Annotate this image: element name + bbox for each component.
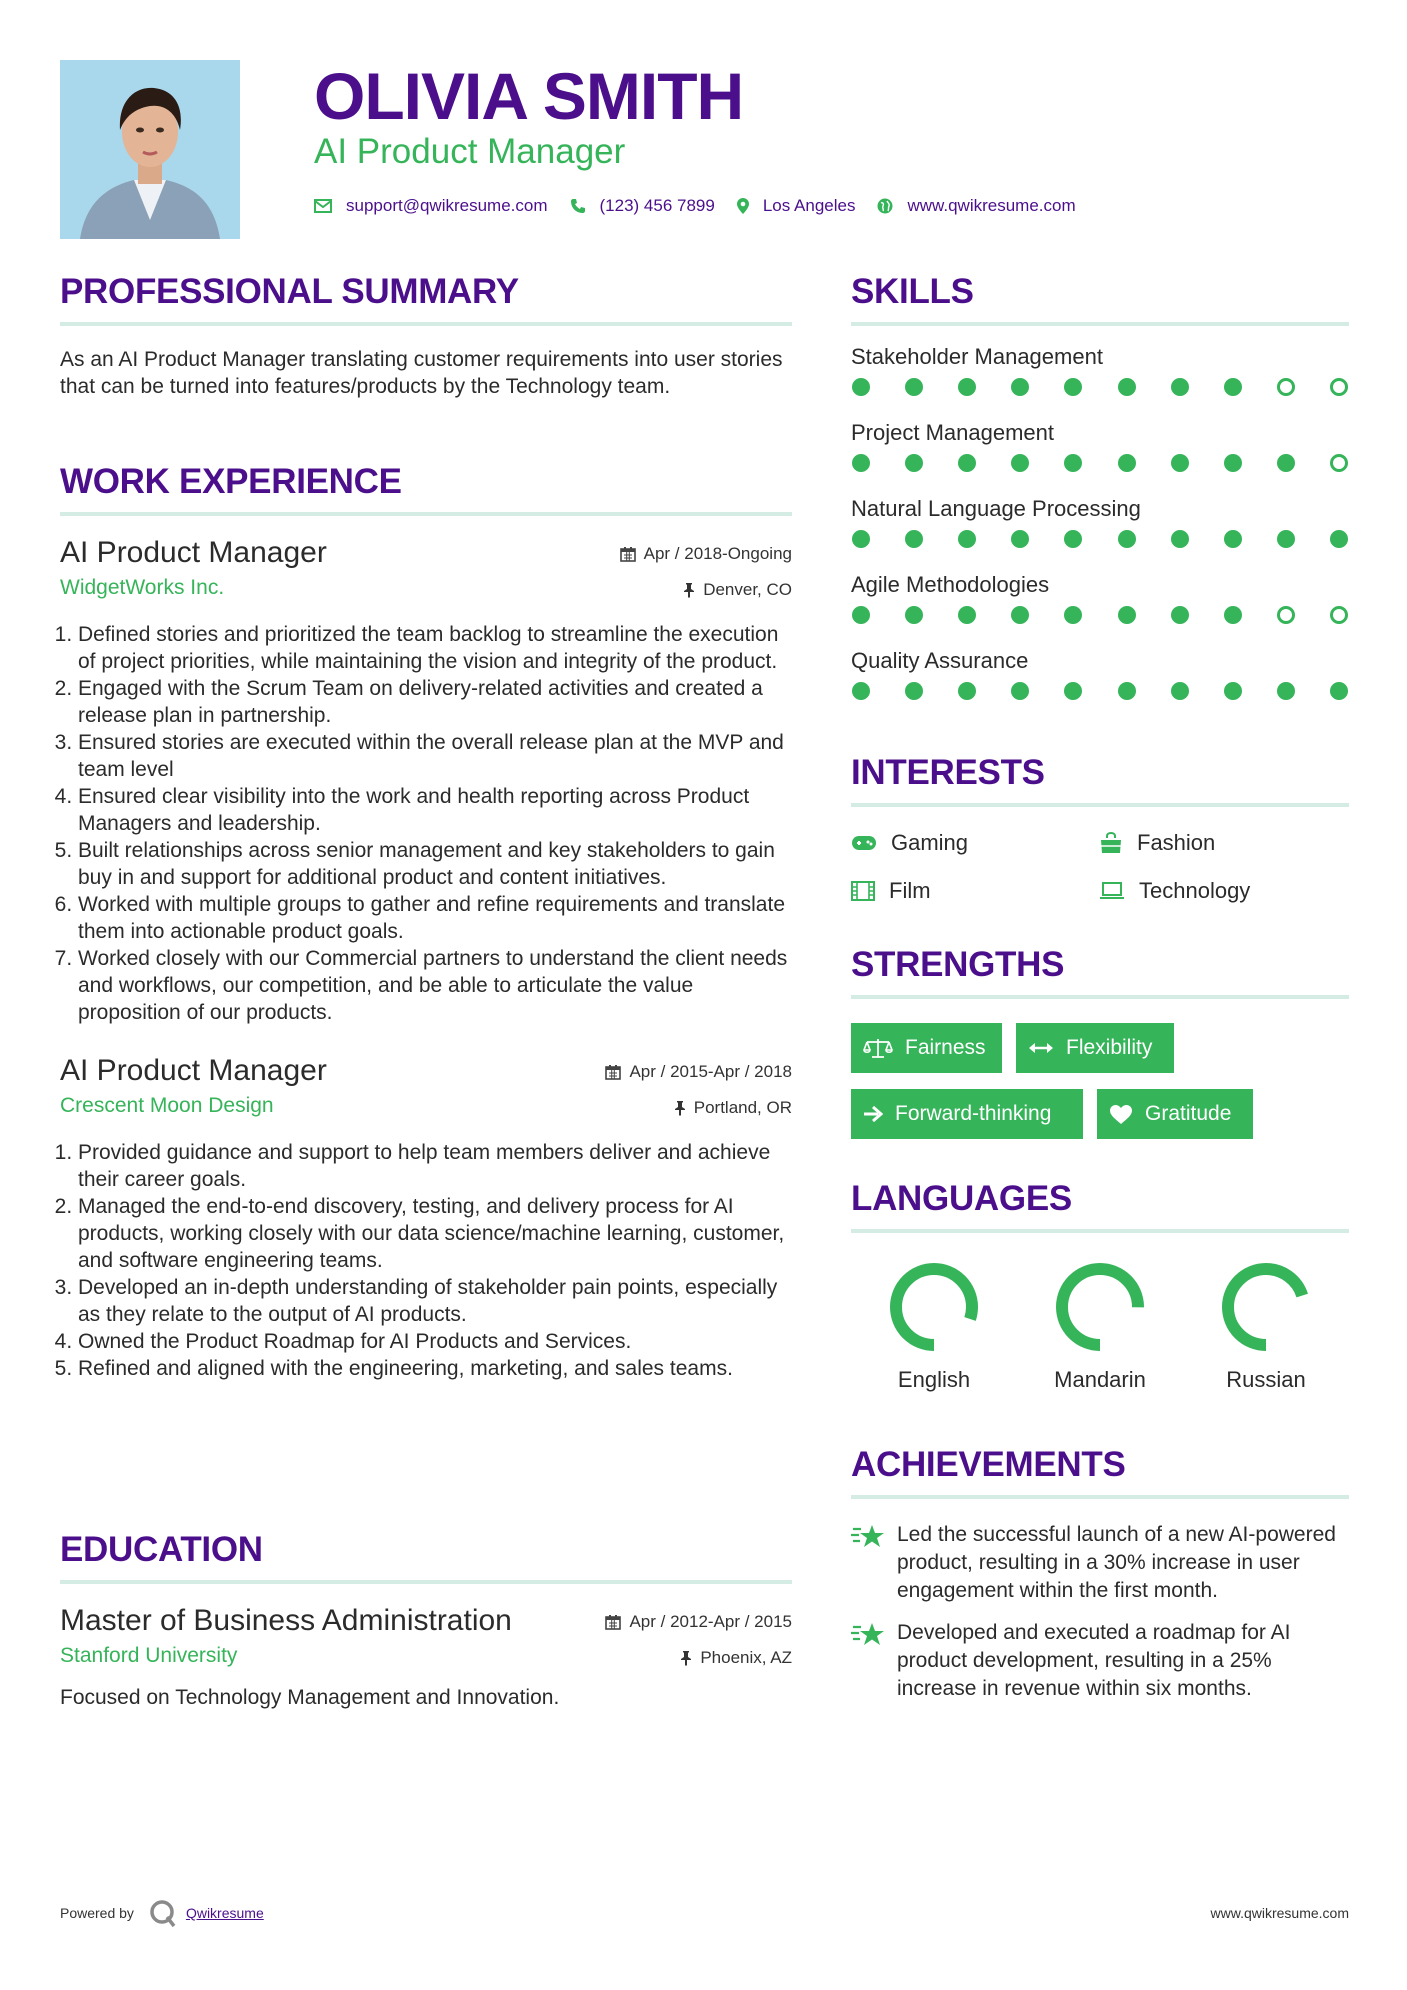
rating-dot-filled (1118, 378, 1136, 396)
rating-dot-filled (852, 454, 870, 472)
interest-item (1099, 877, 1349, 905)
job-location (674, 1098, 792, 1118)
summary-text: As an AI Product Manager translating customer requirements into user stories that can be turned into features/products by the Technology team. (60, 348, 783, 398)
job-company: WidgetWorks Inc. (60, 576, 225, 599)
skill-rating (851, 372, 1349, 418)
rating-dot-filled (958, 682, 976, 700)
rating-dot-filled (1064, 606, 1082, 624)
list-item: 7. Worked closely with our Commercial partners to understand the client needs and workflows, our competition, and be able to articulate the value proposition of our products. (78, 945, 792, 1026)
job-date-text: Apr / 2015-Apr / 2018 (629, 1062, 792, 1081)
education-location-text: Phoenix, AZ (700, 1648, 792, 1667)
rating-dot-filled (1171, 454, 1189, 472)
achievement-item (851, 1521, 1349, 1605)
rating-dot-filled (1064, 530, 1082, 548)
job-header (60, 536, 792, 614)
contact-email[interactable] (314, 196, 548, 216)
rating-dot-filled (1277, 530, 1295, 548)
email-text: support@qwikresume.com (346, 196, 548, 215)
laptop-icon (1099, 882, 1125, 900)
strength-label: Gratitude (1145, 1102, 1232, 1125)
map-marker-icon (737, 198, 749, 214)
footer-powered-by (60, 1898, 264, 1928)
contact-bar (314, 193, 1098, 219)
progress-arc (1062, 1269, 1138, 1345)
pushpin-icon (683, 582, 695, 598)
rating-dot-filled (1064, 682, 1082, 700)
list-item: 4. Owned the Product Roadmap for AI Products and Services. (78, 1328, 792, 1355)
rating-dot-filled (1064, 454, 1082, 472)
rating-dot-filled (1171, 606, 1189, 624)
star-award-icon (851, 1621, 885, 1647)
interests-grid (851, 829, 1349, 905)
language-name: English (897, 1367, 971, 1392)
arrows-horizontal-icon (1028, 1042, 1054, 1054)
rating-dot-filled (1171, 378, 1189, 396)
rating-dot-filled (1118, 682, 1136, 700)
skill-item (851, 418, 1349, 494)
job-title: AI Product Manager (60, 1054, 327, 1087)
gamepad-icon (851, 835, 877, 851)
rating-dot-filled (1064, 378, 1082, 396)
rating-dot-filled (905, 454, 923, 472)
skill-name: Stakeholder Management (851, 344, 1103, 369)
job-date (620, 544, 792, 564)
rating-dot-empty (1277, 606, 1295, 624)
progress-arc (1228, 1269, 1304, 1345)
skill-rating (851, 676, 1349, 722)
job-bullets (60, 1139, 792, 1382)
list-item: 1. Defined stories and prioritized the team backlog to streamline the execution of project priorities, while maintaining the vision and integrity of the product. (78, 621, 792, 675)
rating-dot-filled (1224, 606, 1242, 624)
language-name: Mandarin (1054, 1367, 1146, 1392)
pushpin-icon (674, 1100, 686, 1116)
rating-dot-filled (1011, 530, 1029, 548)
skill-name: Agile Methodologies (851, 572, 1050, 597)
achievements-section (851, 1445, 1349, 1703)
rating-dot-filled (1118, 606, 1136, 624)
rating-dot-filled (852, 378, 870, 396)
calendar-icon (620, 546, 636, 562)
school-name: Stanford University (60, 1644, 238, 1667)
skills-heading: SKILLS (851, 272, 1349, 326)
list-item: 4. Ensured clear visibility into the work and health reporting across Product Managers and leadership. (78, 783, 792, 837)
brand-link[interactable]: Qwikresume (185, 1905, 264, 1921)
rating-dot-filled (1011, 454, 1029, 472)
balance-scale-icon (863, 1037, 893, 1059)
qwikresume-logo-icon (148, 1898, 178, 1928)
rating-dot-filled (1118, 530, 1136, 548)
language-name: Russian (1226, 1367, 1306, 1392)
language-progress-ring (886, 1259, 982, 1355)
list-item: 5. Built relationships across senior management and key stakeholders to gain buy in and support for additional product and content initiatives. (78, 837, 792, 891)
skill-item (851, 342, 1349, 418)
languages-heading: LANGUAGES (851, 1179, 1349, 1233)
education-date (605, 1612, 792, 1632)
skills-section (851, 272, 1349, 722)
languages-list (851, 1259, 1349, 1393)
interests-heading: INTERESTS (851, 753, 1349, 807)
summary-heading: PROFESSIONAL SUMMARY (60, 272, 792, 326)
job-title: AI Product Manager (60, 536, 327, 569)
strength-label: Forward-thinking (895, 1102, 1052, 1125)
languages-section (851, 1179, 1349, 1393)
education-entry (60, 1604, 792, 1711)
globe-icon (877, 198, 893, 214)
rating-dot-filled (905, 378, 923, 396)
rating-dot-filled (1118, 454, 1136, 472)
achievements-heading: ACHIEVEMENTS (851, 1445, 1349, 1499)
job-location-text: Denver, CO (703, 580, 792, 599)
job-entry (60, 1054, 792, 1382)
job-date-text: Apr / 2018-Ongoing (643, 544, 792, 563)
rating-dot-filled (958, 606, 976, 624)
education-date-text: Apr / 2012-Apr / 2015 (629, 1612, 792, 1631)
list-item: 3. Ensured stories are executed within the overall release plan at the MVP and team level (78, 729, 792, 783)
list-item: 6. Worked with multiple groups to gather and refine requirements and translate them into actionable product goals. (78, 891, 792, 945)
interest-label: Fashion (1137, 830, 1216, 855)
education-location (680, 1648, 792, 1668)
pushpin-icon (680, 1650, 692, 1666)
rating-dot-filled (852, 682, 870, 700)
language-progress-ring (1052, 1259, 1148, 1355)
job-entry (60, 536, 792, 1026)
education-description: Focused on Technology Management and Innovation. (60, 1686, 560, 1709)
degree-title: Master of Business Administration (60, 1604, 512, 1637)
rating-dot-filled (1224, 682, 1242, 700)
skills-list (851, 342, 1349, 722)
skill-name: Natural Language Processing (851, 496, 1141, 521)
achievement-text: Led the successful launch of a new AI-powered product, resulting in a 30% increase in user engagement within the first month. (897, 1523, 1336, 1602)
skill-rating (851, 600, 1349, 646)
rating-dot-filled (1330, 682, 1348, 700)
rating-dot-filled (1171, 530, 1189, 548)
job-date (605, 1062, 792, 1082)
location-text: Los Angeles (762, 196, 856, 215)
rating-dot-filled (852, 606, 870, 624)
strengths-list (851, 1023, 1349, 1139)
rating-dot-filled (1224, 454, 1242, 472)
arrow-right-icon (863, 1105, 883, 1123)
language-progress-ring (1218, 1259, 1314, 1355)
list-item: 2. Engaged with the Scrum Team on delivery-related activities and created a release plan in partnership. (78, 675, 792, 729)
candidate-title: AI Product Manager (314, 132, 626, 171)
skill-name: Project Management (851, 420, 1054, 445)
work-section (60, 462, 792, 1382)
contact-location (737, 196, 856, 216)
rating-dot-filled (1224, 530, 1242, 548)
film-icon (851, 881, 875, 901)
rating-dot-filled (852, 530, 870, 548)
work-heading: WORK EXPERIENCE (60, 462, 792, 516)
rating-dot-filled (1224, 378, 1242, 396)
rating-dot-filled (1171, 682, 1189, 700)
shopping-bag-icon (1099, 832, 1123, 854)
list-item: 5. Refined and aligned with the engineering, marketing, and sales teams. (78, 1355, 792, 1382)
list-item: 1. Provided guidance and support to help team members deliver and achieve their career goals. (78, 1139, 792, 1193)
skill-item (851, 494, 1349, 570)
rating-dot-filled (1011, 606, 1029, 624)
strength-label: Fairness (905, 1036, 986, 1059)
skill-item (851, 646, 1349, 722)
interest-label: Gaming (891, 830, 969, 855)
interest-label: Film (889, 878, 931, 903)
rating-dot-filled (1277, 682, 1295, 700)
job-location (683, 580, 792, 600)
rating-dot-empty (1330, 606, 1348, 624)
calendar-icon (605, 1064, 621, 1080)
contact-phone[interactable] (570, 196, 715, 216)
portrait-illustration (60, 60, 240, 239)
rating-dot-empty (1330, 378, 1348, 396)
footer-website[interactable]: www.qwikresume.com (1210, 1905, 1349, 1921)
skill-name: Quality Assurance (851, 648, 1029, 673)
list-item: 3. Developed an in-depth understanding of stakeholder pain points, especially as they relate to the output of AI products. (78, 1274, 792, 1328)
interest-item (851, 829, 1099, 857)
rating-dot-filled (905, 682, 923, 700)
education-heading: EDUCATION (60, 1530, 792, 1584)
skill-rating (851, 524, 1349, 570)
job-company: Crescent Moon Design (60, 1094, 274, 1117)
interest-label: Technology (1139, 878, 1251, 903)
skill-item (851, 570, 1349, 646)
website-text: www.qwikresume.com (907, 196, 1076, 215)
achievement-text: Developed and executed a roadmap for AI product development, resulting in a 25% increase in revenue within six months. (897, 1621, 1291, 1700)
interest-item (851, 877, 1099, 905)
strength-badge (851, 1023, 1002, 1073)
phone-text: (123) 456 7899 (599, 196, 715, 215)
envelope-icon (314, 199, 332, 213)
rating-dot-filled (1011, 378, 1029, 396)
contact-website[interactable] (877, 196, 1075, 216)
job-header (60, 1054, 792, 1132)
interests-section (851, 753, 1349, 905)
language-item (851, 1259, 1017, 1393)
rating-dot-filled (905, 606, 923, 624)
progress-arc (896, 1269, 972, 1345)
powered-by-text: Powered by (60, 1905, 134, 1921)
rating-dot-filled (958, 530, 976, 548)
rating-dot-empty (1277, 378, 1295, 396)
rating-dot-empty (1330, 454, 1348, 472)
language-item (1183, 1259, 1349, 1393)
phone-icon (570, 198, 586, 214)
strengths-section (851, 945, 1349, 1139)
rating-dot-filled (1011, 682, 1029, 700)
heart-icon (1109, 1104, 1133, 1125)
list-item: 2. Managed the end-to-end discovery, testing, and delivery process for AI products, working closely with our data science/machine learning, customer, and software engineering teams. (78, 1193, 792, 1274)
skill-rating (851, 448, 1349, 494)
rating-dot-filled (1277, 454, 1295, 472)
strength-badge (851, 1089, 1083, 1139)
education-header (60, 1604, 792, 1682)
job-bullets (60, 621, 792, 1026)
language-item (1017, 1259, 1183, 1393)
strength-badge (1016, 1023, 1174, 1073)
rating-dot-filled (1330, 530, 1348, 548)
strength-label: Flexibility (1066, 1036, 1153, 1059)
rating-dot-filled (958, 378, 976, 396)
education-section (60, 1530, 792, 1711)
interest-item (1099, 829, 1349, 857)
profile-photo (60, 60, 240, 239)
strength-badge (1097, 1089, 1253, 1139)
achievement-item (851, 1619, 1349, 1703)
candidate-name: OLIVIA SMITH (314, 59, 744, 133)
rating-dot-filled (905, 530, 923, 548)
star-award-icon (851, 1523, 885, 1549)
strengths-heading: STRENGTHS (851, 945, 1349, 999)
rating-dot-filled (958, 454, 976, 472)
job-location-text: Portland, OR (693, 1098, 792, 1117)
calendar-icon (605, 1614, 621, 1630)
summary-section (60, 272, 792, 400)
